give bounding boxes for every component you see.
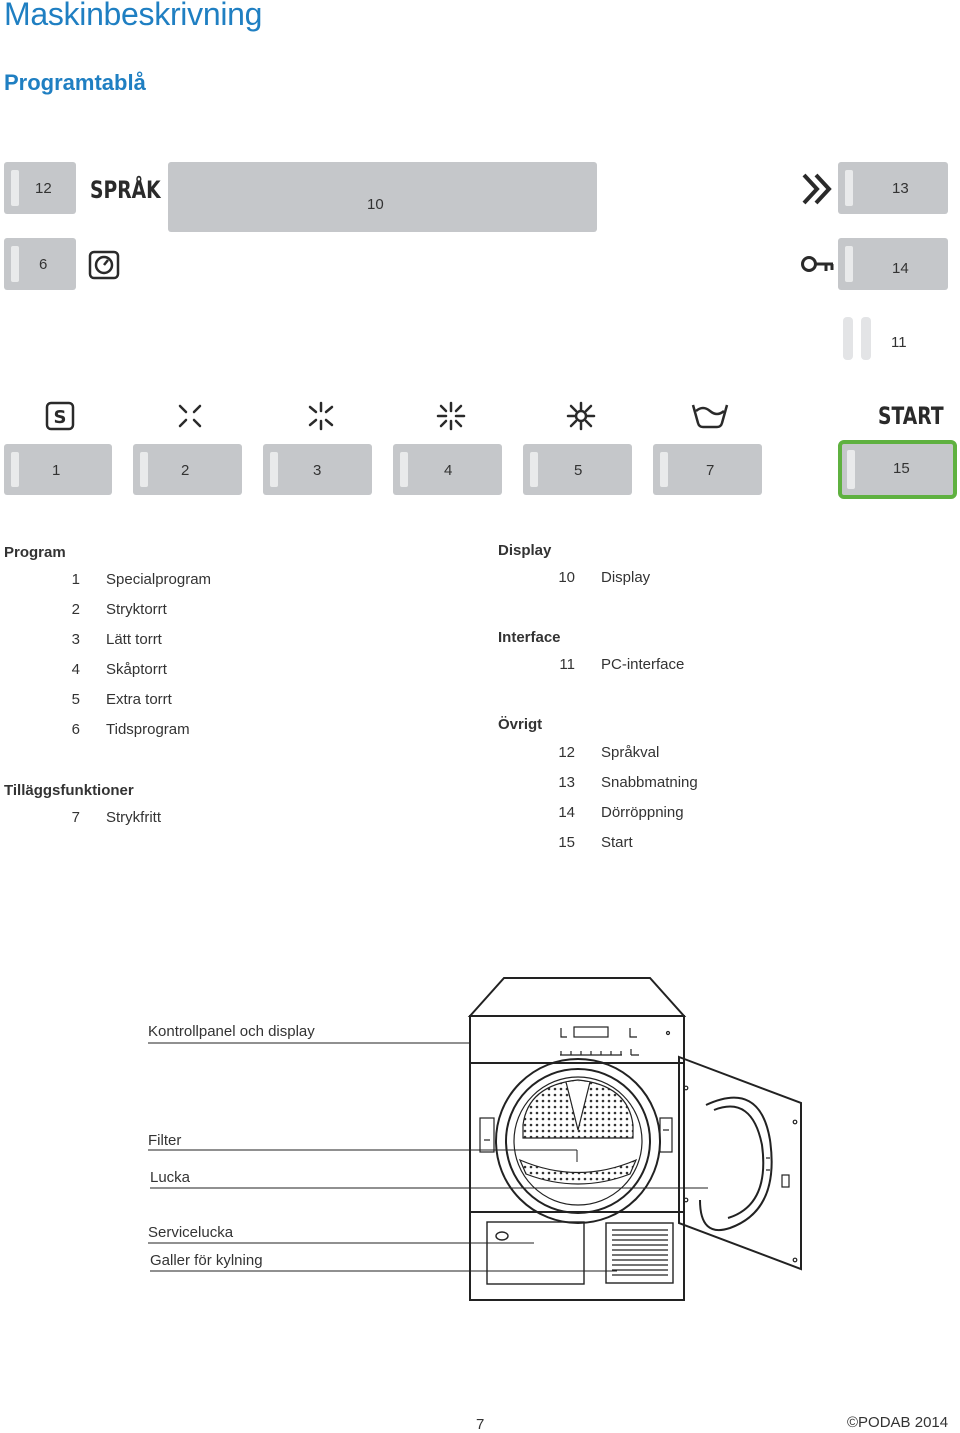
button-number: 6 xyxy=(39,256,48,273)
legend-num: 7 xyxy=(71,809,80,826)
legend-num: 4 xyxy=(71,661,80,678)
label-service-hatch: Servicelucka xyxy=(148,1224,234,1241)
legend-label: Display xyxy=(601,569,651,586)
page-title: Maskinbeskrivning xyxy=(4,0,263,32)
legend-heading-interface: Interface xyxy=(498,629,561,646)
legend-label: Språkval xyxy=(601,744,660,761)
legend-num: 13 xyxy=(558,774,575,791)
legend-label: Skåptorrt xyxy=(106,661,167,678)
button-number: 4 xyxy=(444,462,453,479)
wrinkle-free-icon xyxy=(690,401,730,433)
button-number: 1 xyxy=(52,462,61,479)
legend-label: Specialprogram xyxy=(106,571,212,588)
button-number: 3 xyxy=(313,462,322,479)
fast-forward-icon xyxy=(800,170,834,208)
legend-num: 15 xyxy=(558,834,575,851)
display-window xyxy=(168,162,597,232)
cupboard-dry-icon xyxy=(436,401,466,431)
page-number: 7 xyxy=(476,1416,485,1433)
button-number: 2 xyxy=(181,462,190,479)
button-number: 14 xyxy=(892,260,909,277)
program-button-3 xyxy=(263,444,372,495)
legend-heading-program: Program xyxy=(4,544,66,561)
time-program-button xyxy=(4,238,76,290)
start-icon: START xyxy=(878,402,944,430)
pc-interface-number: 11 xyxy=(891,334,907,351)
iron-dry-icon xyxy=(176,403,204,429)
light-dry-icon xyxy=(306,401,336,431)
legend-heading-display: Display xyxy=(498,542,552,559)
button-number: 12 xyxy=(35,180,52,197)
display-number: 10 xyxy=(367,196,384,213)
quick-feed-button xyxy=(838,162,948,214)
button-number: 15 xyxy=(893,460,910,477)
legend-num: 11 xyxy=(559,656,575,673)
legend-heading-other: Övrigt xyxy=(498,716,543,733)
legend-num: 10 xyxy=(558,569,575,586)
legend-label: Lätt torrt xyxy=(106,631,162,648)
special-program-icon xyxy=(45,401,75,431)
legend-num: 12 xyxy=(558,744,575,761)
copyright: ©PODAB 2014 xyxy=(847,1414,949,1431)
svg-text:S: S xyxy=(53,407,67,428)
legend-num: 1 xyxy=(71,571,80,588)
button-number: 13 xyxy=(892,180,909,197)
legend-num: 5 xyxy=(71,691,80,708)
section-title: Programtablå xyxy=(4,70,146,95)
extra-dry-icon xyxy=(566,401,596,431)
dryer-diagram xyxy=(0,960,960,1320)
program-button-2 xyxy=(133,444,242,495)
button-number: 5 xyxy=(574,462,583,479)
button-number: 7 xyxy=(706,462,715,479)
legend-num: 6 xyxy=(71,721,80,738)
legend-label: Dörröppning xyxy=(601,804,684,821)
door-open-button xyxy=(838,238,948,290)
legend-label: PC-interface xyxy=(601,656,685,673)
legend-num: 14 xyxy=(558,804,575,821)
label-cooling-grille: Galler för kylning xyxy=(150,1252,263,1269)
legend-label: Strykfritt xyxy=(106,809,161,826)
legend-label: Stryktorrt xyxy=(106,601,167,618)
legend-label: Extra torrt xyxy=(106,691,172,708)
legend-label: Start xyxy=(601,834,633,851)
legend-heading-extra: Tilläggsfunktioner xyxy=(4,782,134,799)
program-button-7 xyxy=(653,444,762,495)
key-icon xyxy=(800,252,836,276)
clock-icon xyxy=(88,250,120,280)
legend-label: Tidsprogram xyxy=(106,721,190,738)
program-button-1 xyxy=(4,444,112,495)
label-control-panel: Kontrollpanel och display xyxy=(148,1023,315,1040)
label-door: Lucka xyxy=(150,1169,191,1186)
start-button xyxy=(838,440,957,499)
label-filter: Filter xyxy=(148,1132,182,1149)
program-button-4 xyxy=(393,444,502,495)
legend-num: 3 xyxy=(71,631,80,648)
legend-num: 2 xyxy=(71,601,80,618)
legend-label: Snabbmatning xyxy=(601,774,698,791)
language-icon: SPRÅK xyxy=(90,176,161,204)
language-button xyxy=(4,162,76,214)
program-button-5 xyxy=(523,444,632,495)
